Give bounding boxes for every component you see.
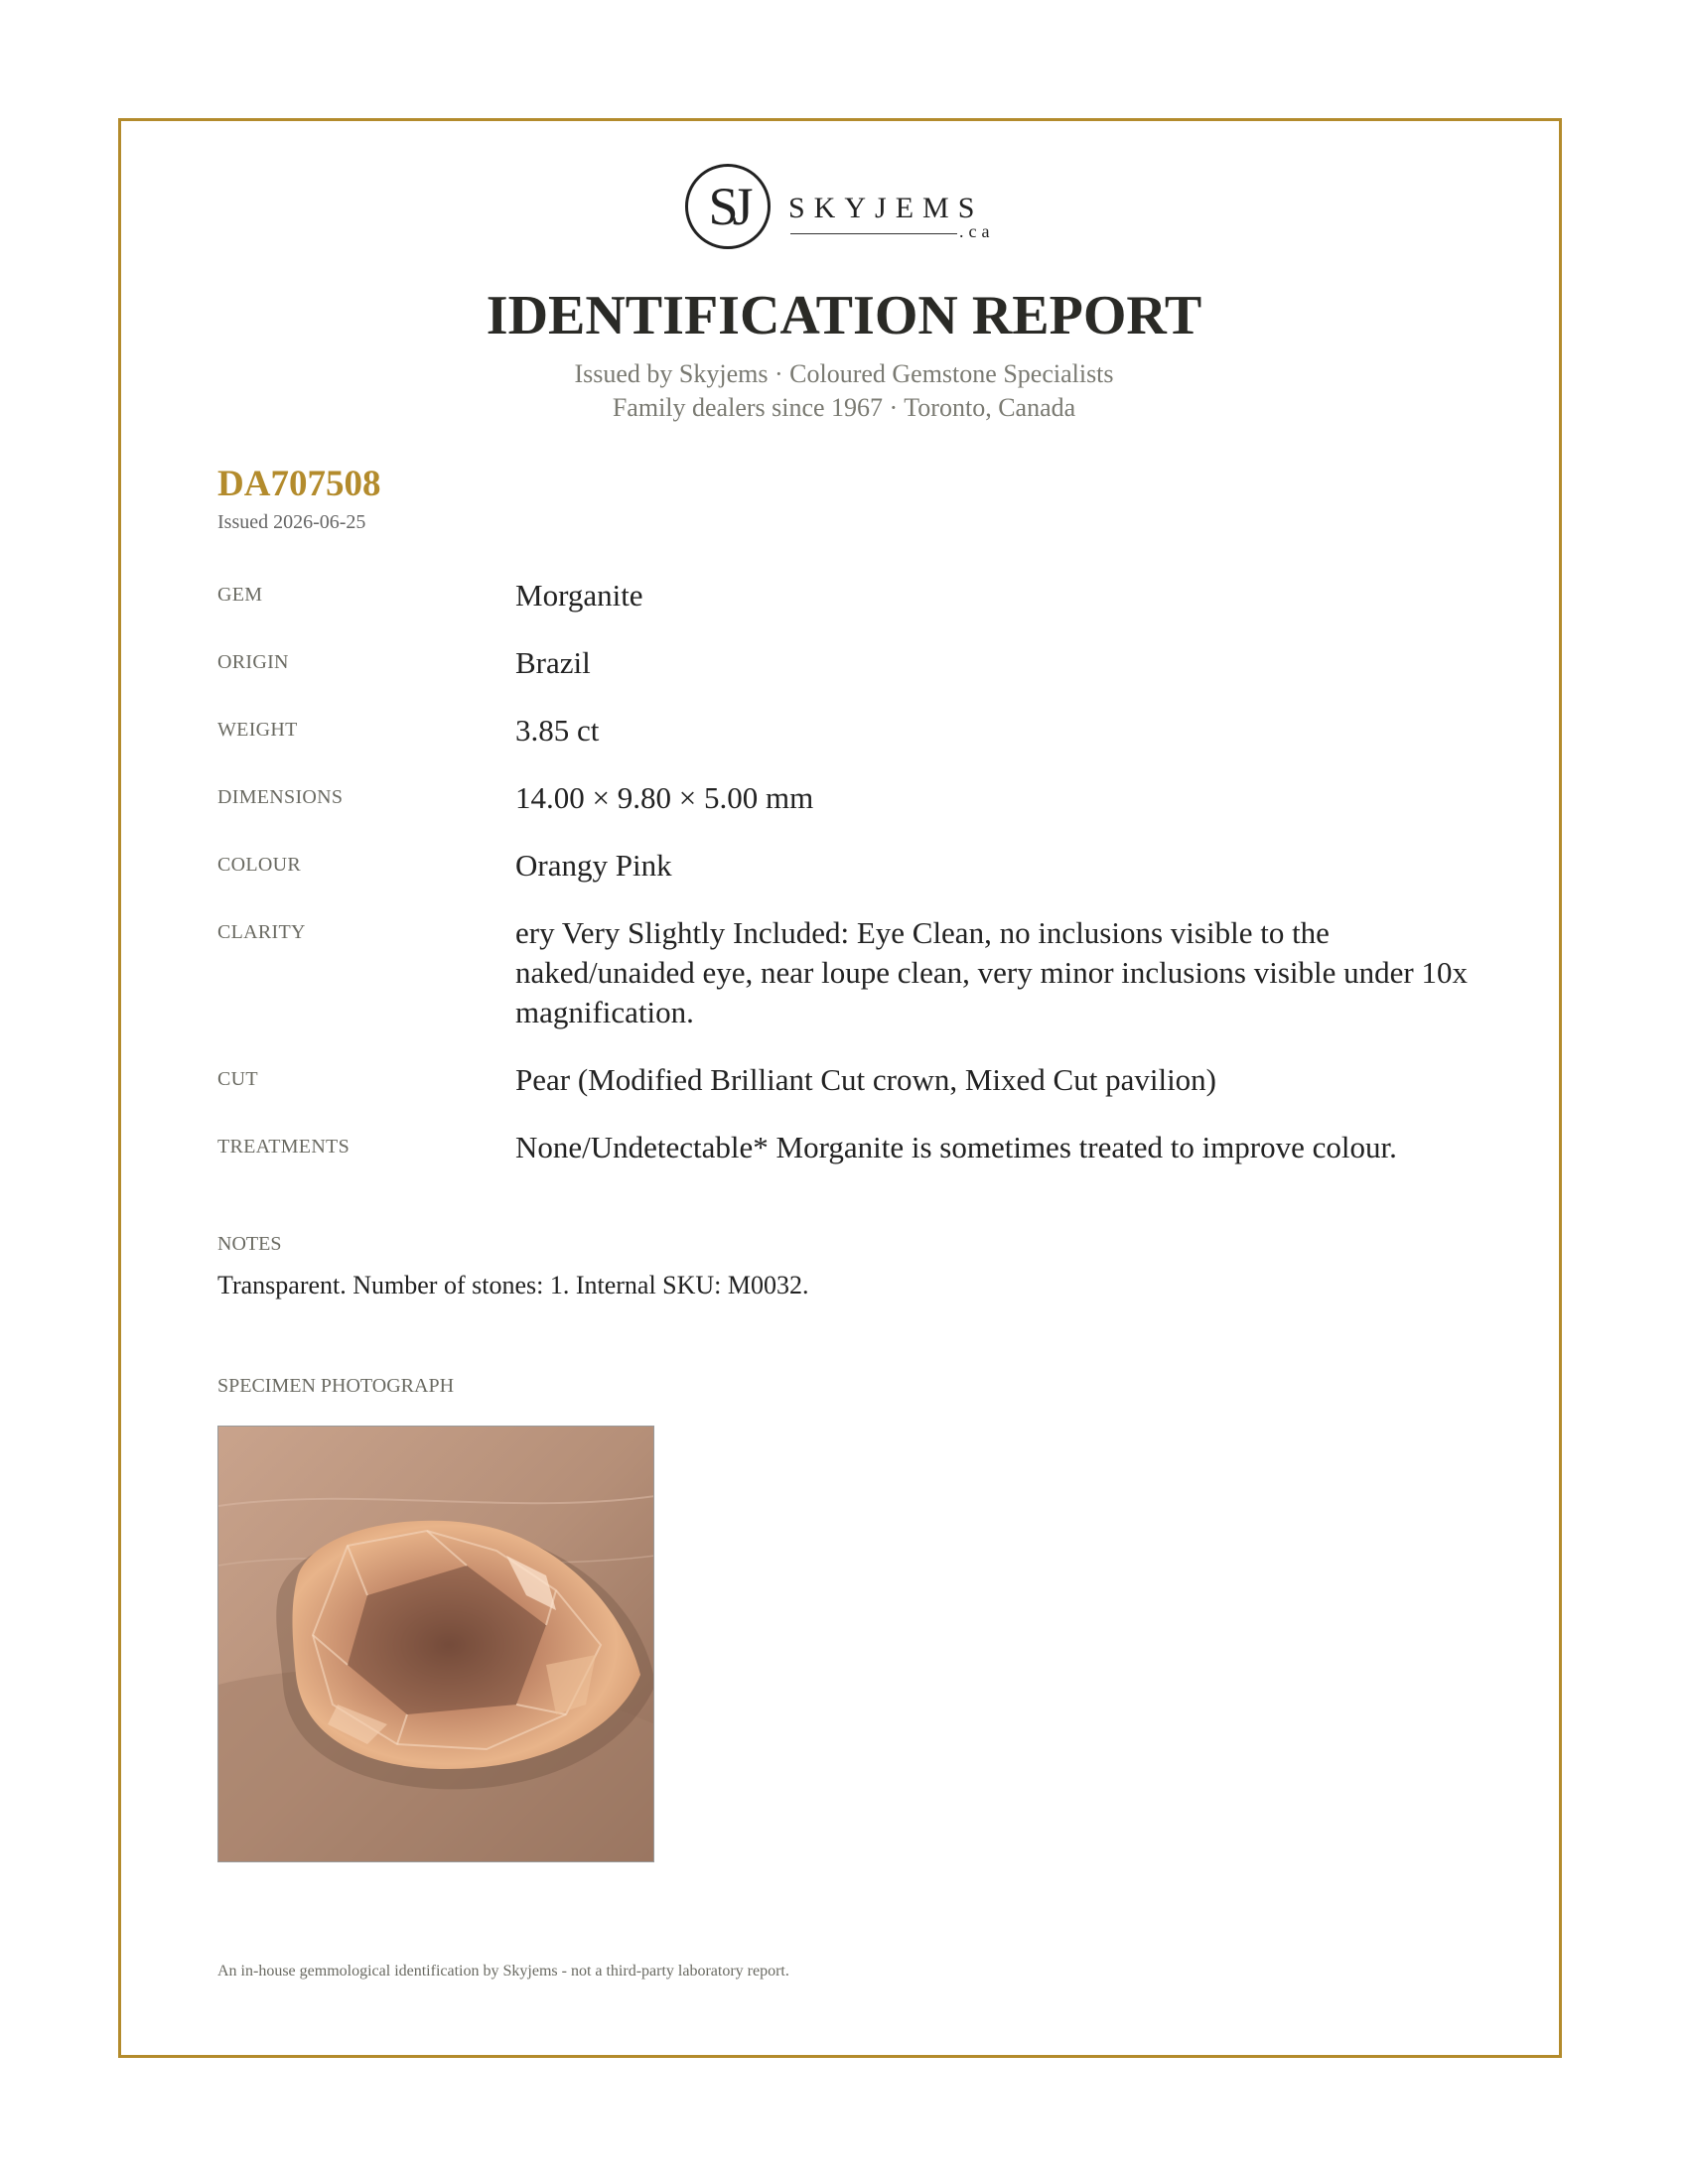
page-title: IDENTIFICATION REPORT: [486, 285, 1202, 346]
field-value: Orangy Pink: [515, 848, 672, 883]
skyjems-logo: [685, 164, 1003, 263]
gemstone-image: [218, 1427, 654, 1862]
field-value: 14.00 × 9.80 × 5.00 mm: [515, 780, 814, 815]
field-label: CLARITY: [217, 921, 306, 943]
field-label: ORIGIN: [217, 651, 289, 673]
field-value: Brazil: [515, 645, 591, 680]
field-label: WEIGHT: [217, 719, 298, 741]
field-value: ery Very Slightly Included: Eye Clean, no inclusions visible to the naked/unaided eye, near loupe clean, very minor inclusions visible under 10x magnification.: [515, 915, 1468, 1029]
monogram-icon: SJ: [685, 164, 771, 249]
logo-divider: [790, 233, 957, 234]
field-label: CUT: [217, 1068, 258, 1090]
field-label: DIMENSIONS: [217, 786, 344, 808]
footer-disclaimer: An in-house gemmological identification by Skyjems - not a third-party laboratory report.: [217, 1963, 789, 1979]
subtitle-location: Family dealers since 1967 · Toronto, Canada: [612, 393, 1076, 422]
field-value: 3.85 ct: [515, 713, 600, 748]
field-label: TREATMENTS: [217, 1136, 350, 1158]
field-label: GEM: [217, 584, 263, 606]
field-value: None/Undetectable* Morganite is sometimes treated to improve colour.: [515, 1130, 1397, 1164]
field-value: Morganite: [515, 578, 643, 613]
notes-label: NOTES: [217, 1233, 282, 1255]
issue-date: Issued 2026-06-25: [217, 511, 366, 533]
brand-name: SKYJEMS: [788, 192, 984, 224]
notes-text: Transparent. Number of stones: 1. Internal SKU: M0032.: [217, 1271, 809, 1299]
photo-label: SPECIMEN PHOTOGRAPH: [217, 1375, 455, 1397]
specimen-photo: [217, 1426, 654, 1862]
brand-tld: .ca: [959, 221, 995, 241]
field-label: COLOUR: [217, 854, 302, 876]
report-number: DA707508: [217, 464, 381, 504]
field-value: Pear (Modified Brilliant Cut crown, Mixed Cut pavilion): [515, 1062, 1217, 1097]
subtitle-issuer: Issued by Skyjems · Coloured Gemstone Specialists: [574, 359, 1114, 388]
